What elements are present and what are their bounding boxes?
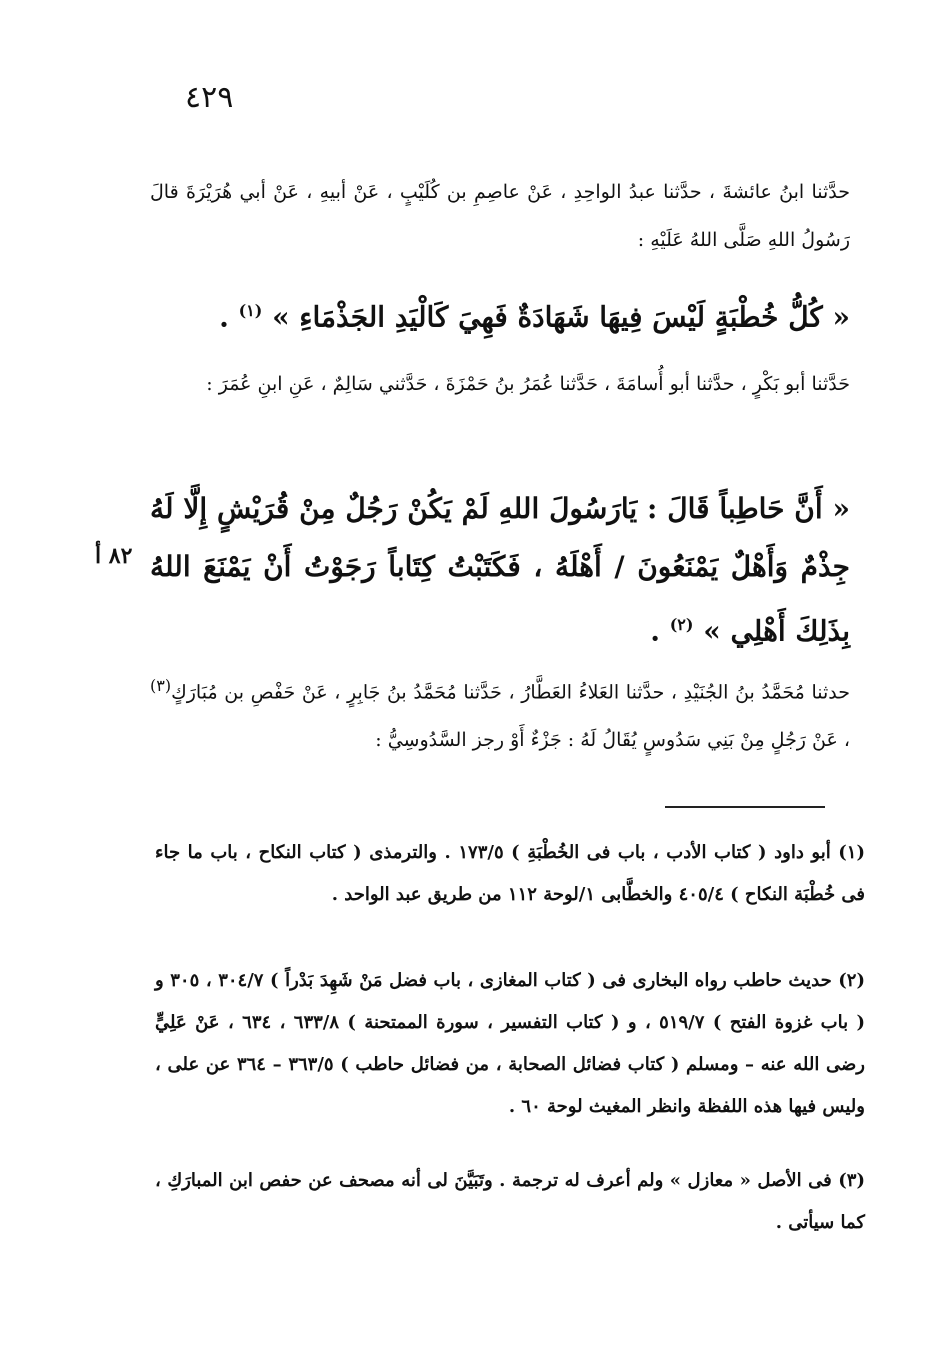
isnad-3-tail: ، عَنْ رَجُلٍ مِنْ بَنِي سَدُوسٍ يُقَالُ لَهُ : جَزْءٌ أَوْ رجز السَّدُوسِيُّ :: [375, 729, 850, 752]
footnote-1-num: (١): [838, 842, 865, 863]
isnad-1-text: حدَّثنا ابنُ عائشةَ ، حدَّثنا عبدُ الواحِدِ ، عَنْ عاصِمِ بن كُلَيْبٍ ، عَنْ أبيهِ ، عَنْ أبي هُرَيْرَةَ قالَ رَسُولُ اللهِ صَلَّى اللهُ عَلَيْهِ :: [150, 181, 850, 251]
footnote-3: [155, 1160, 865, 1244]
isnad-2: [150, 360, 850, 408]
matn-2-text: « أَنَّ حَاطِباً قَالَ : يَارَسُولَ اللهِ لَمْ يَكُنْ رَجُلٌ مِنْ قُرَيْشٍ إِلَّا لَهُ جِذْمٌ وَأَهْلٌ يَمْنَعُونَ / أَهْلَهُ ، فَكَتَبْتُ كِتَاباً رَجَوْتُ أَنْ يَمْنَعَ اللهُ بِذَلِكَ أَهْلِي »: [150, 492, 850, 648]
isnad-2-text: حَدَّثنا أبو بَكْرٍ ، حدَّثنا أبو أُسامَةَ ، حَدَّثنا عُمَرُ بنُ حَمْزَةَ ، حَدَّثني سَالِمٌ ، عَنِ ابنِ عُمَرَ :: [206, 373, 850, 395]
margin-folio-note: ٨٢ أ: [95, 543, 133, 569]
footnote-2: [155, 960, 865, 1128]
footnote-2-num: (٢): [838, 970, 865, 991]
matn-2-tail: .: [650, 614, 670, 648]
footnote-2-text: حديث حاطب رواه البخارى فى ( كتاب المغازى ، باب فضل مَنْ شَهِدَ بَدْراً ) ٣٠٤/٧ ، ٣٠٥ و ( باب غزوة الفتح ) ٥١٩/٧ ، و ( كتاب التفسير ، سورة الممتحنة ) ٦٣٣/٨ ، ٦٣٤ ، عَنْ عَلِيٍّ رضى الله عنه – ومسلم ( كتاب فضائل الصحابة ، من فضائل حاطب ) ٣٦٣/٥ – ٣٦٤ عن على ، وليس فيها هذه اللفظة وانظر المغيث لوحة ٦٠ .: [155, 970, 865, 1117]
footnote-ref-2: (٢): [669, 615, 694, 634]
matn-1-tail: .: [219, 300, 239, 334]
footnote-separator: [665, 806, 825, 808]
footnote-1: [155, 832, 865, 916]
footnote-3-text: فى الأصل « معازل » ولم أعرف له ترجمة . وتَبَيَّنَ لى أنه مصحف عن حفص ابن المبارَكِ ، كما سيأتى .: [155, 1170, 865, 1233]
page-number: ٤٢٩: [185, 80, 234, 115]
matn-1: [150, 280, 850, 348]
matn-2: [150, 480, 850, 660]
isnad-3: [150, 662, 850, 764]
footnote-1-text: أبو داود ( كتاب الأدب ، باب فى الخُطْبَةِ ) ١٧٣/٥ . والترمذى ( كتاب النكاح ، باب ما جاء فى خُطْبَة النكاح ) ٤٠٥/٤ والخطَّابى ١/لوحة ١١٢ من طريق عبد الواحد .: [155, 842, 865, 905]
footnote-ref-1: (١): [238, 301, 263, 320]
isnad-3-text: حدثنا مُحَمَّدُ بنُ الجُنَيْدِ ، حدَّثنا العَلاءُ العَطَّارُ ، حَدَّثنا مُحَمَّدُ بنُ جَابِرٍ ، عَنْ حَفْصِ بن مُبَارَكٍ: [171, 681, 850, 704]
isnad-1: [150, 168, 850, 264]
footnote-ref-3: (٣): [150, 676, 172, 695]
matn-1-text: « كُلُّ خُطْبَةٍ لَيْسَ فِيهَا شَهَادَةٌ فَهِيَ كَالْيَدِ الجَذْمَاءِ »: [272, 300, 850, 334]
footnote-3-num: (٣): [838, 1170, 865, 1191]
